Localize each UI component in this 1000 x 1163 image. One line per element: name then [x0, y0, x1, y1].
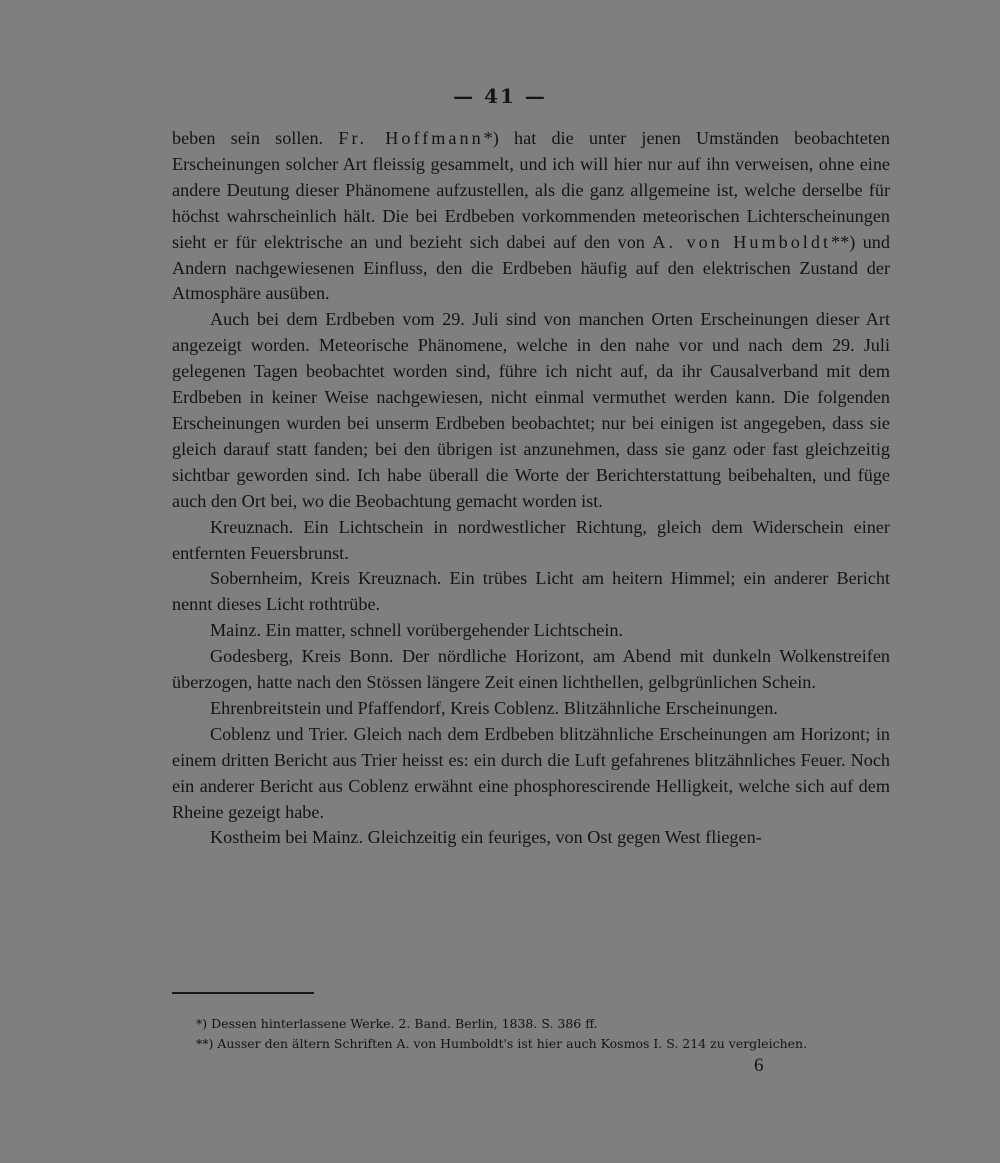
entry-kostheim: Kostheim bei Mainz. Gleichzeitig ein feuriges, von Ost gegen West fliegen-: [210, 827, 762, 848]
footnote-1: *) Dessen hinterlassene Werke. 2. Band. Berlin, 1838. S. 386 ff.: [196, 1016, 598, 1031]
paragraph-1-part: beben sein sollen.: [172, 128, 339, 148]
paragraph-1-part: *) hat die unter jenen Umständen beobachteten Erscheinungen solcher Art fleissig gesammelt, und ich will hier nur auf ihn verweisen, ohne eine andere Deutung dieser Phänomene aufzustellen, als die ganz allgemeine ist, welche derselbe für höchst wahrscheinlich hält. Die bei Erdbeben vorkommenden meteorischen Lichterscheinungen sieht er für elektrische an und bezieht sich dabei auf den von: [172, 128, 891, 252]
entry-kreuznach: Kreuznach. Ein Lichtschein in nordwestlicher Richtung, gleich dem Widerschein einer entfernten Feuersbrunst.: [172, 516, 890, 563]
page-header: — 41 —: [453, 84, 547, 108]
entry-sobernheim: Sobernheim, Kreis Kreuznach. Ein trübes Licht am heitern Himmel; ein anderer Bericht nennt dieses Licht rothtrübe.: [172, 568, 890, 615]
footnotes: [196, 1014, 896, 1054]
main-text: [172, 126, 890, 851]
signature-mark: 6: [754, 1055, 764, 1076]
footnote-2: **) Ausser den ältern Schriften A. von Humboldt's ist hier auch Kosmos I. S. 214 zu vergleichen.: [196, 1036, 808, 1051]
paragraph-1: [172, 126, 890, 307]
author-name-humboldt: A. von Humboldt: [652, 231, 831, 252]
entry-coblenz-trier: Coblenz und Trier. Gleich nach dem Erdbeben blitzähnliche Erscheinungen am Horizont; in einem dritten Bericht aus Trier heisst es: ein durch die Luft gefahrenes blitzähnliches Feuer. Noch ein anderer Bericht aus Coblenz erwähnt eine phosphorescirende Helligkeit, welche sich auf dem Rheine gezeigt habe.: [172, 723, 890, 822]
entry-mainz: Mainz. Ein matter, schnell vorübergehender Lichtschein.: [210, 620, 624, 641]
footnote-divider: [172, 992, 314, 994]
author-name-hoffmann: Fr. Hoffmann: [338, 128, 484, 148]
paragraph-2: Auch bei dem Erdbeben vom 29. Juli sind von manchen Orten Erscheinungen dieser Art angezeigt worden. Meteorische Phänomene, welche in den nahe vor und nach dem 29. Juli gelegenen Tagen beobachtet worden sind, führe ich nicht auf, da ihr Causalverband mit dem Erdbeben in keiner Weise nachgewiesen, nicht einmal vermuthet werden kann. Die folgenden Erscheinungen wurden bei unserm Erdbeben beobachtet; nur bei einigen ist angegeben, dass sie gleich darauf statt fanden; bei den übrigen ist anzunehmen, dass sie ganz oder fast gleichzeitig sichtbar geworden sind. Ich habe überall die Worte der Berichterstattung beibehalten, und füge auch den Ort bei, wo die Beobachtung gemacht worden ist.: [172, 309, 890, 511]
paragraph-1-part: **) und Andern nachgewiesenen Einfluss, den die Erdbeben häufig auf den elektrischen Zustand der Atmosphäre ausüben.: [172, 231, 890, 304]
entry-godesberg: Godesberg, Kreis Bonn. Der nördliche Horizont, am Abend mit dunkeln Wolkenstreifen überzogen, hatte nach den Stössen längere Zeit einen lichthellen, gelbgrünlichen Schein.: [172, 646, 890, 693]
entry-ehrenbreitstein: Ehrenbreitstein und Pfaffendorf, Kreis Coblenz. Blitzähnliche Erscheinungen.: [210, 697, 778, 718]
